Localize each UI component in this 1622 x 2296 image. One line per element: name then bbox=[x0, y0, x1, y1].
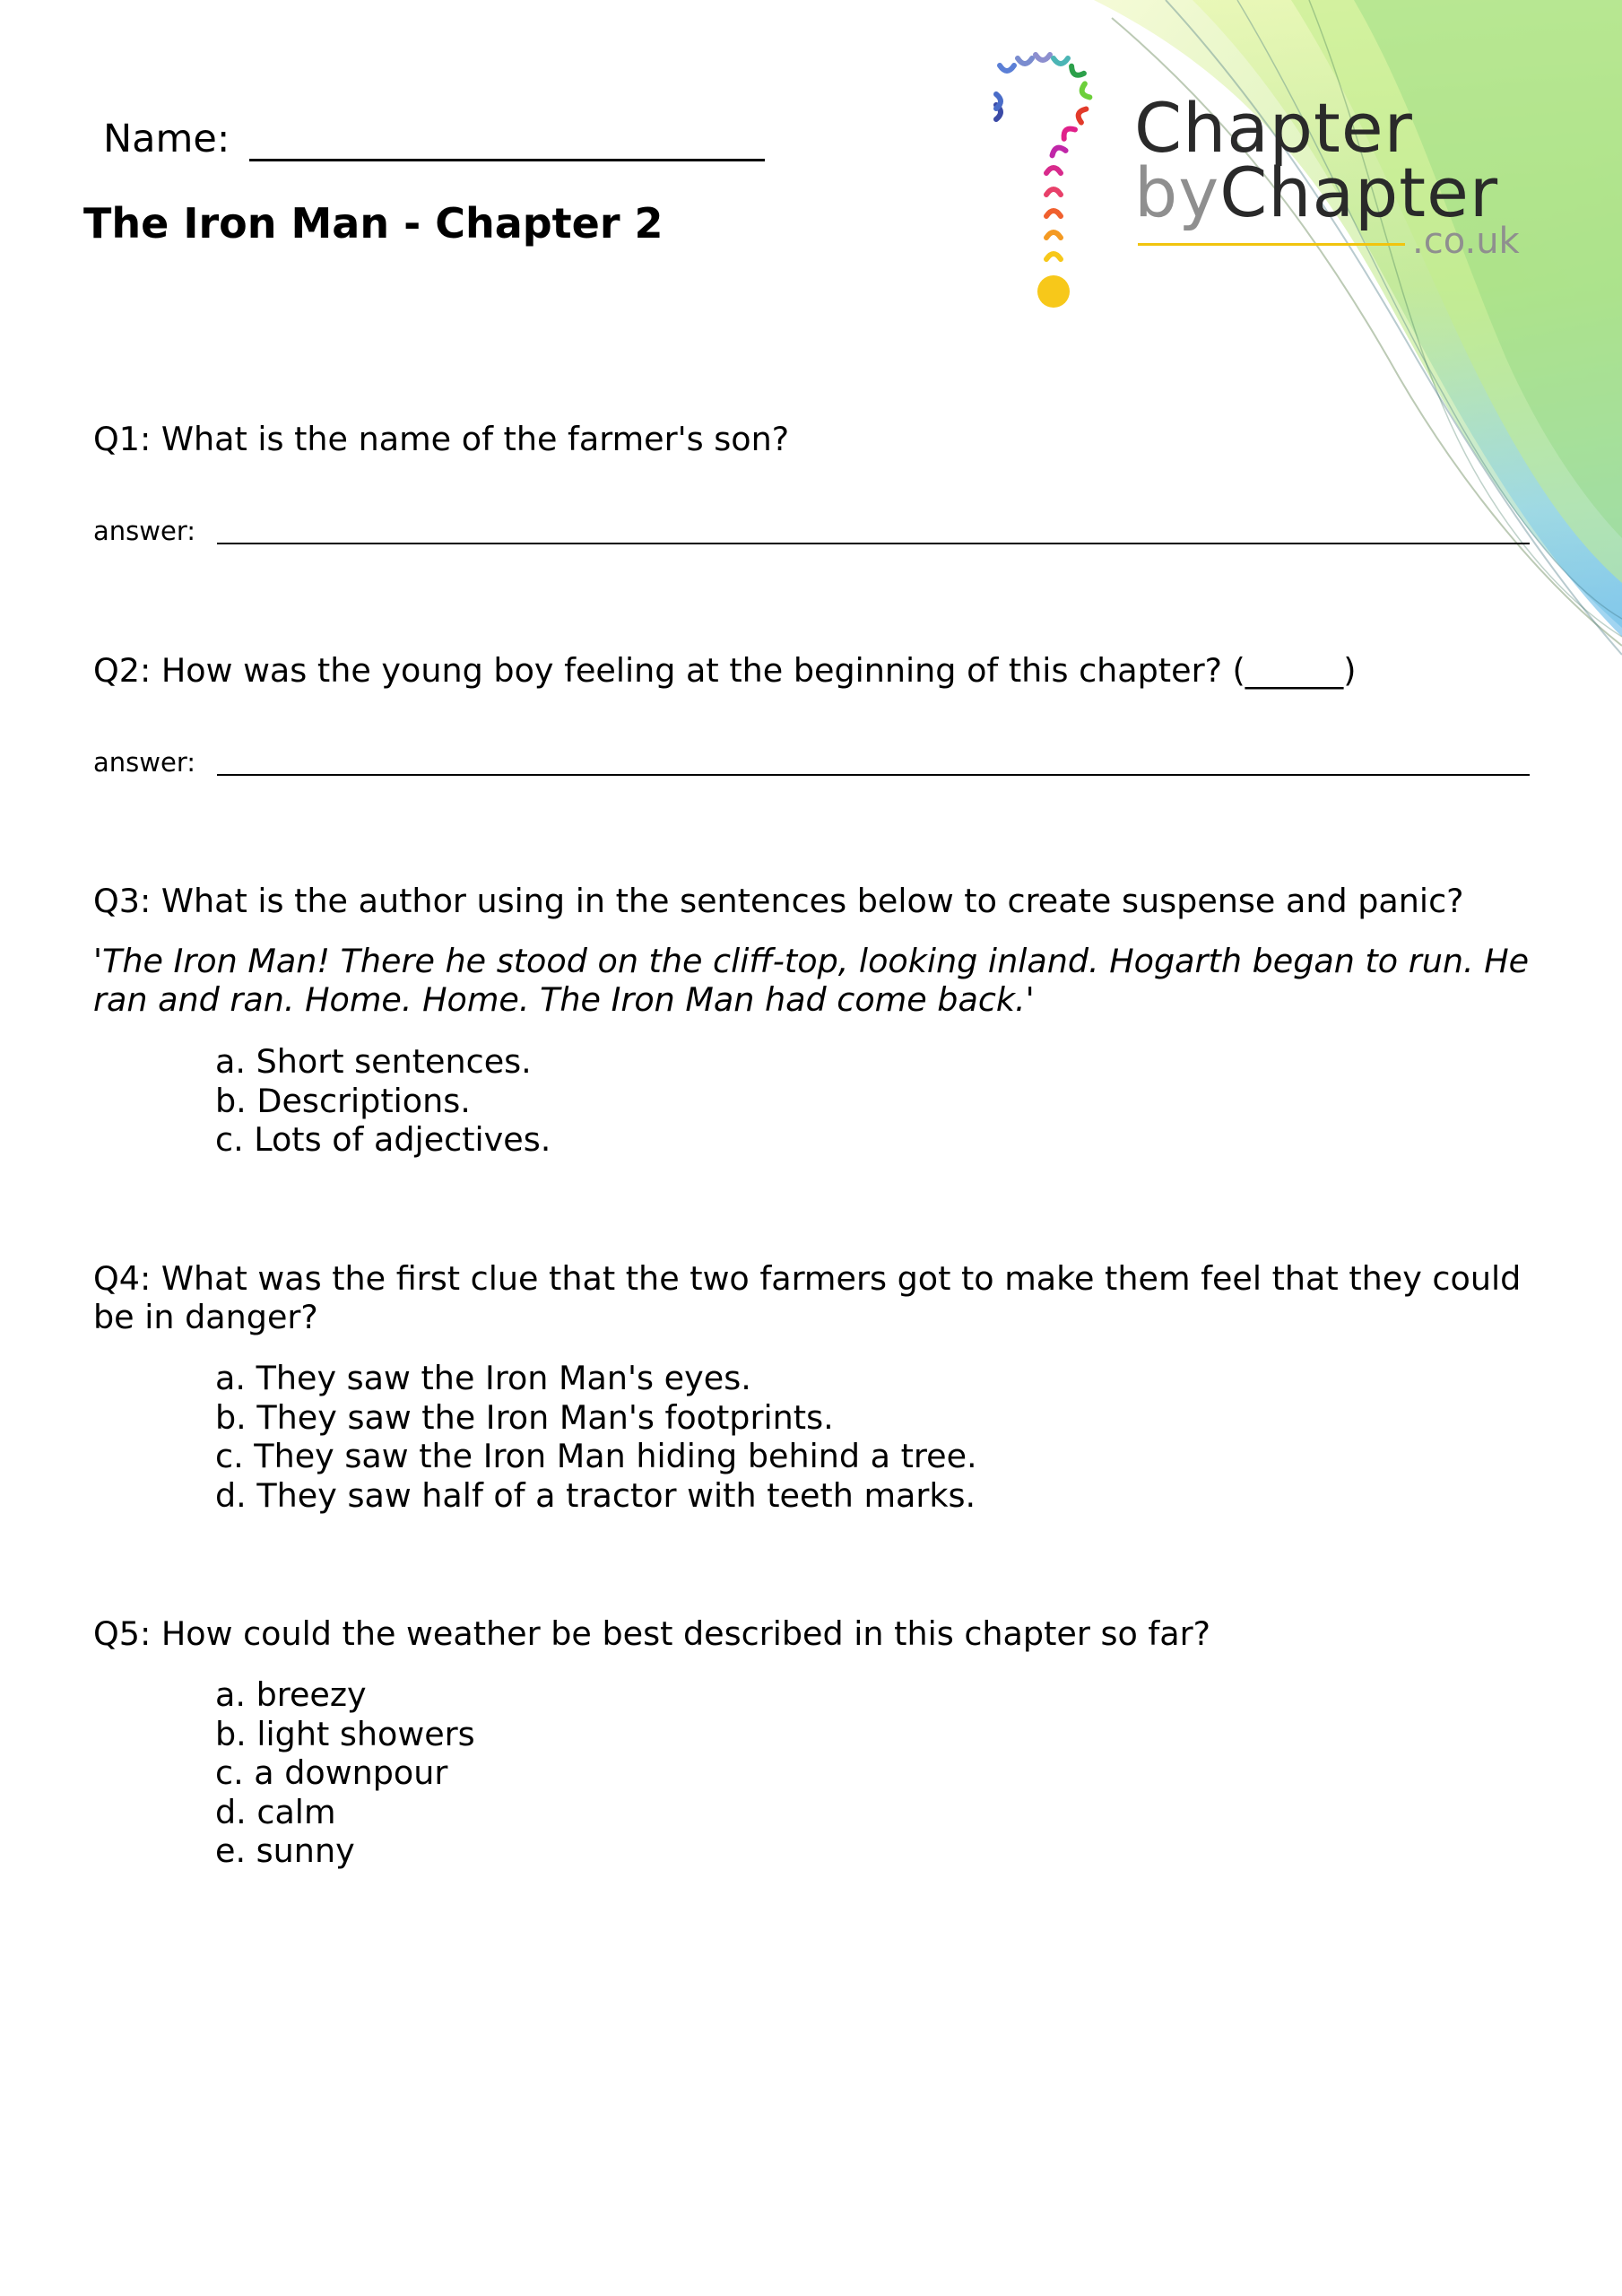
option-c[interactable]: c. They saw the Iron Man hiding behind a tree. bbox=[215, 1437, 977, 1475]
question-1-text: Q1: What is the name of the farmer's son? bbox=[93, 420, 790, 458]
option-a[interactable]: a. Short sentences. bbox=[215, 1042, 532, 1081]
option-a[interactable]: a. They saw the Iron Man's eyes. bbox=[215, 1359, 751, 1397]
logo-wordmark-line2 bbox=[1134, 152, 1499, 232]
question-mark-books-icon bbox=[964, 49, 1116, 318]
option-b[interactable]: b. Descriptions. bbox=[215, 1081, 471, 1120]
question-3-text: Q3: What is the author using in the sentences below to create suspense and panic? bbox=[93, 882, 1464, 920]
question-3-quote: 'The Iron Man! There he stood on the cliff-top, looking inland. Hogarth began to run. He ran and ran. Home. Home. The Iron Man had come back.' bbox=[93, 942, 1530, 1019]
page-title: The Iron Man - Chapter 2 bbox=[83, 199, 664, 248]
logo-chapter: Chapter bbox=[1219, 152, 1499, 232]
option-a[interactable]: a. breezy bbox=[215, 1675, 367, 1714]
option-b[interactable]: b. They saw the Iron Man's footprints. bbox=[215, 1397, 834, 1437]
logo-underline bbox=[1138, 243, 1405, 246]
answer-label: answer: bbox=[93, 516, 196, 546]
name-label: Name: bbox=[103, 117, 230, 161]
logo-domain: .co.uk bbox=[1412, 221, 1520, 262]
question-5-options bbox=[215, 1675, 475, 1871]
question-2-answer-row bbox=[93, 747, 1530, 778]
option-d[interactable]: d. calm bbox=[215, 1792, 336, 1831]
question-4-options bbox=[215, 1359, 977, 1515]
name-field-row bbox=[103, 117, 765, 161]
question-2-text: Q2: How was the young boy feeling at the beginning of this chapter? (______) bbox=[93, 651, 1357, 690]
question-2-answer-line[interactable] bbox=[217, 751, 1530, 776]
question-4-text: Q4: What was the first clue that the two farmers got to make them feel that they could be in danger? bbox=[93, 1259, 1522, 1336]
question-5-text: Q5: How could the weather be best described in this chapter so far? bbox=[93, 1614, 1210, 1653]
answer-label: answer: bbox=[93, 747, 196, 778]
logo-by: by bbox=[1134, 152, 1220, 232]
chapter-by-chapter-logo bbox=[964, 49, 1538, 318]
question-3-options bbox=[215, 1042, 551, 1160]
name-write-line[interactable] bbox=[249, 121, 765, 161]
option-b[interactable]: b. light showers bbox=[215, 1714, 475, 1753]
question-1-answer-line[interactable] bbox=[217, 519, 1530, 544]
logo-domain-row bbox=[1134, 221, 1520, 263]
option-c[interactable]: c. Lots of adjectives. bbox=[215, 1120, 551, 1159]
option-d[interactable]: d. They saw half of a tractor with teeth marks. bbox=[215, 1475, 976, 1515]
option-e[interactable]: e. sunny bbox=[215, 1831, 355, 1870]
option-c[interactable]: c. a downpour bbox=[215, 1753, 448, 1792]
logo-wordmark-line1: Chapter bbox=[1134, 88, 1413, 168]
question-1-answer-row bbox=[93, 518, 1530, 544]
